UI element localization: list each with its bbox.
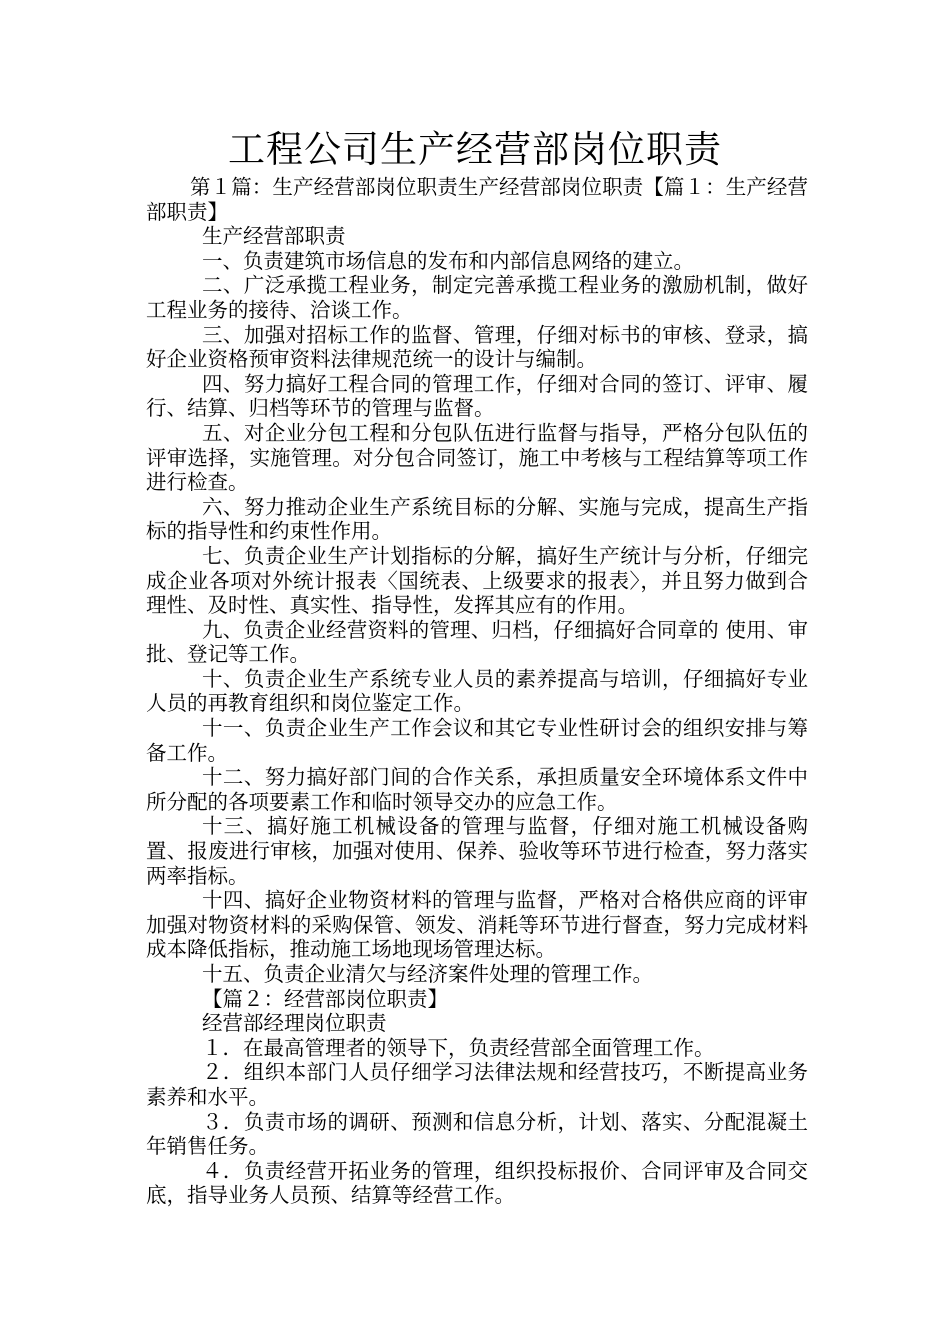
paragraph-item-14: 十四、搞好企业物资材料的管理与监督，严格对合格供应商的评审加强对物资材料的采购保管、领发、消耗等环节进行督查，努力完成材料成本降低指标，推动施工场地现场管理达标。 [146, 888, 808, 962]
paragraph-item-4: 四、努力搞好工程合同的管理工作，仔细对合同的签订、评审、履行、结算、归档等环节的管理与监督。 [146, 371, 808, 421]
paragraph-duty-4: ４．负责经营开拓业务的管理，组织投标报价、合同评审及合同交底，指导业务人员预、结算等经营工作。 [146, 1158, 808, 1208]
paragraph-item-5: 五、对企业分包工程和分包队伍进行监督与指导，严格分包队伍的评审选择，实施管理。对分包合同签订，施工中考核与工程结算等项工作进行检查。 [146, 420, 808, 495]
paragraph-item-12: 十二、努力搞好部门间的合作关系，承担质量安全环境体系文件中所分配的各项要素工作和临时领导交办的应急工作。 [146, 765, 808, 814]
paragraph-section-heading: 生产经营部职责 [202, 224, 346, 249]
paragraph-chapter-2-heading: 【篇２：经营部岗位职责】 [202, 986, 448, 1011]
paragraph-item-11: 十一、负责企业生产工作会议和其它专业性研讨会的组织安排与筹备工作。 [146, 716, 808, 765]
paragraph-item-1: 一、负责建筑市场信息的发布和内部信息网络的建立。 [202, 248, 694, 273]
paragraph-item-10: 十、负责企业生产系统专业人员的素养提高与培训，仔细搞好专业人员的再教育组织和岗位鉴定工作。 [146, 666, 808, 716]
paragraph-duty-2: ２．组织本部门人员仔细学习法律法规和经营技巧，不断提高业务素养和水平。 [146, 1060, 808, 1109]
paragraph-chapter-1-heading: 第１篇：生产经营部岗位职责生产经营部岗位职责【篇１：生产经营部职责】 [146, 175, 808, 224]
paragraph-item-13: 十三、搞好施工机械设备的管理与监督，仔细对施工机械设备购置、报废进行审核，加强对使用、保养、验收等环节进行检查，努力落实两率指标。 [146, 814, 808, 888]
paragraph-item-15: 十五、负责企业清欠与经济案件处理的管理工作。 [202, 962, 653, 986]
paragraph-role-heading: 经营部经理岗位职责 [202, 1011, 387, 1036]
paragraph-item-2: 二、广泛承揽工程业务，制定完善承揽工程业务的激励机制，做好工程业务的接待、洽谈工作。 [146, 273, 808, 322]
paragraph-item-9: 九、负责企业经营资料的管理、归档，仔细搞好合同章的 使用、审批、登记等工作。 [146, 617, 808, 667]
paragraph-duty-1: １．在最高管理者的领导下，负责经营部全面管理工作。 [202, 1035, 715, 1060]
paragraph-item-6: 六、努力推动企业生产系统目标的分解、实施与完成，提高生产指标的指导性和约束性作用。 [146, 494, 808, 544]
document-body [146, 175, 808, 1208]
paragraph-duty-3: ３．负责市场的调研、预测和信息分析，计划、落实、分配混凝土年销售任务。 [146, 1109, 808, 1159]
paragraph-item-3: 三、加强对招标工作的监督、管理，仔细对标书的审核、登录，搞好企业资格预审资料法律规范统一的设计与编制。 [146, 322, 808, 372]
paragraph-item-7: 七、负责企业生产计划指标的分解，搞好生产统计与分析，仔细完成企业各项对外统计报表〈国统表、上级要求的报表〉，并且努力做到合理性、及时性、真实性、指导性，发挥其应有的作用。 [146, 543, 808, 618]
document-title: 工程公司生产经营部岗位职责 [228, 128, 722, 171]
